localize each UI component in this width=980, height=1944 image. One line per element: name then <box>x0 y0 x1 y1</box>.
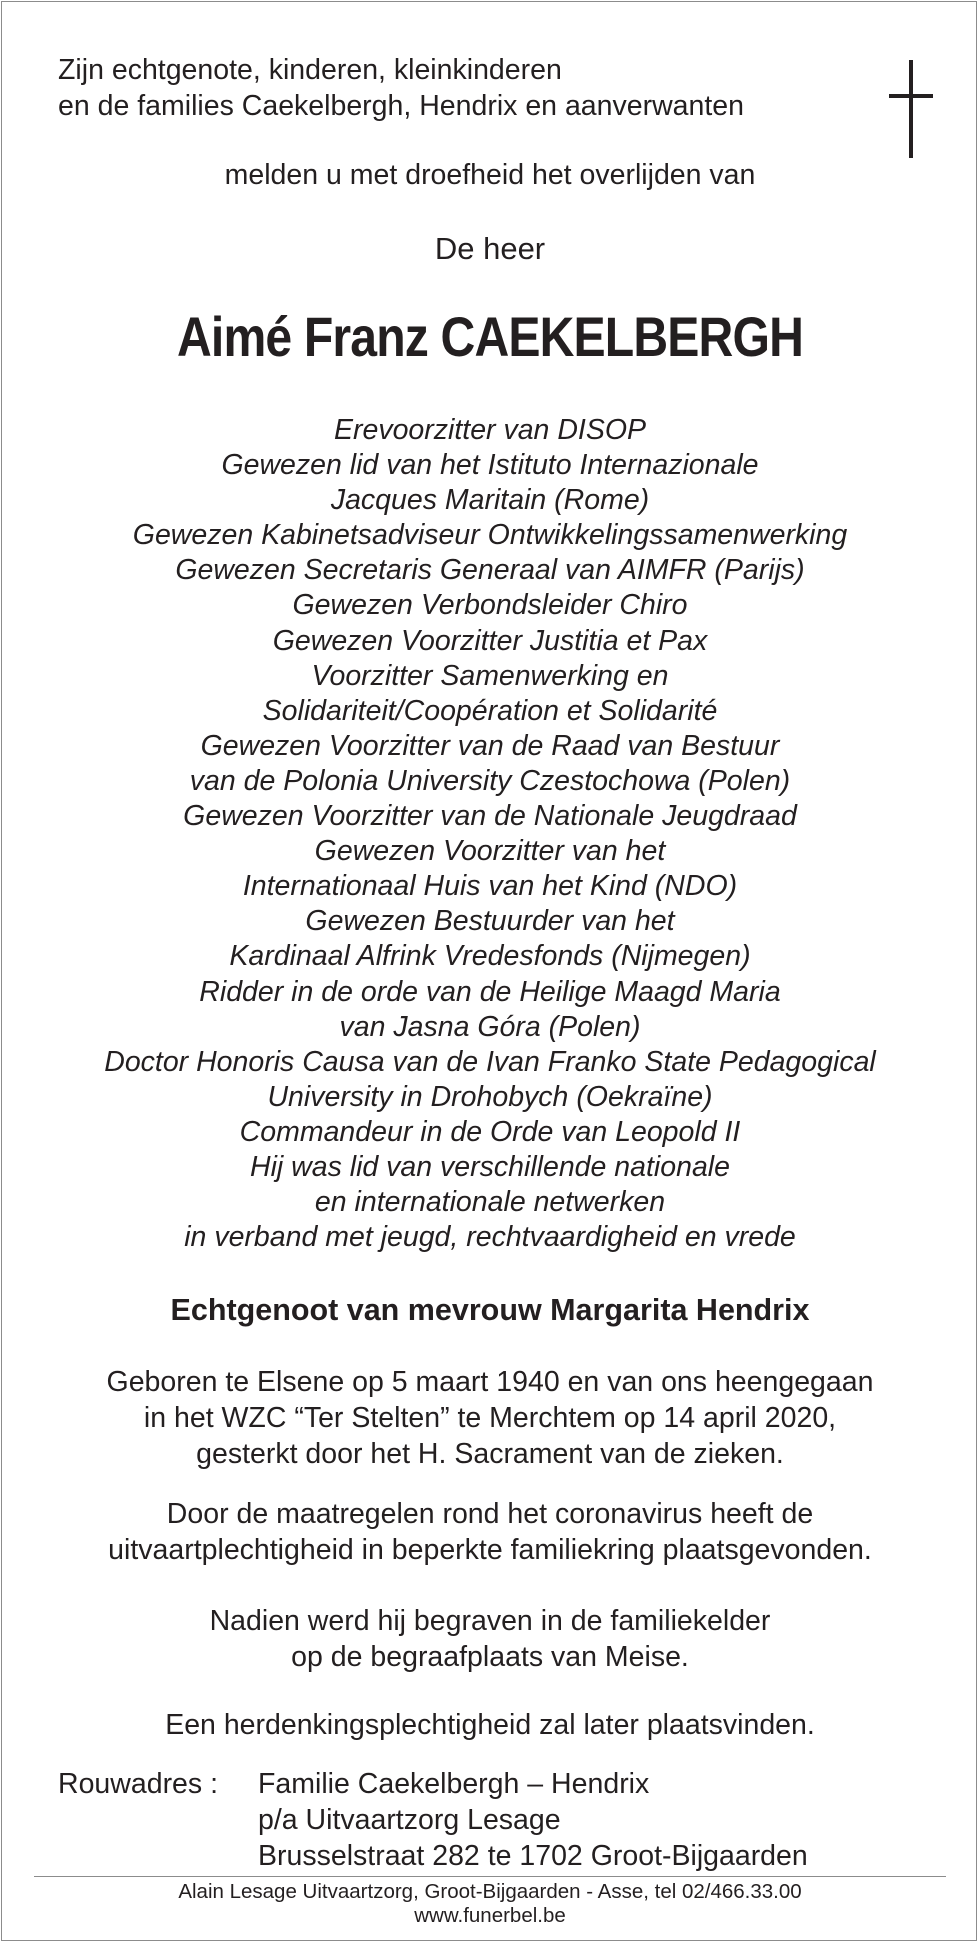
title-line: Ridder in de orde van de Heilige Maagd Maria <box>199 975 781 1008</box>
paragraph-line: gesterkt door het H. Sacrament van de zieken. <box>196 1438 784 1470</box>
title-line: Gewezen Verbondsleider Chiro <box>292 589 688 622</box>
remembrance-line: Een herdenkingsplechtigheid zal later plaatsvinden. <box>165 1709 815 1741</box>
title-line: van de Polonia University Czestochowa (Polen) <box>189 764 791 797</box>
title-line: Jacques Maritain (Rome) <box>330 484 650 517</box>
intro-line: Zijn echtgenote, kinderen, kleinkinderen <box>58 54 562 86</box>
title-line: Hij was lid van verschillende nationale <box>249 1150 730 1183</box>
title-line: Gewezen Voorzitter van de Raad van Bestuur <box>200 729 780 762</box>
footer-divider <box>34 1876 946 1877</box>
titles-list <box>0 413 980 1255</box>
title-line: University in Drohobych (Oekraïne) <box>267 1080 713 1113</box>
title-line: van Jasna Góra (Polen) <box>339 1010 641 1043</box>
address-lines <box>258 1766 808 1874</box>
title-line: en internationale netwerken <box>314 1186 666 1219</box>
announcement-text: melden u met droefheid het overlijden van <box>224 159 756 191</box>
title-line: Solidariteit/Coopération et Solidarité <box>262 694 718 727</box>
address-line: p/a Uitvaartzorg Lesage <box>258 1804 561 1836</box>
address-line: Brusselstraat 282 te 1702 Groot-Bijgaarden <box>258 1840 808 1872</box>
title-line: Voorzitter Samenwerking en <box>311 659 669 692</box>
title-line: Gewezen Kabinetsadviseur Ontwikkelingssamenwerking <box>132 519 848 552</box>
cross-icon <box>865 60 961 170</box>
title-line: Gewezen Secretaris Generaal van AIMFR (Parijs) <box>175 554 805 587</box>
title-line: Gewezen Voorzitter van de Nationale Jeugdraad <box>183 800 797 833</box>
deceased-name: Aimé Franz CAEKELBERGH <box>177 305 803 368</box>
footer <box>0 1880 980 1928</box>
title-line: Internationaal Huis van het Kind (NDO) <box>242 870 738 903</box>
burial-paragraph <box>0 1603 980 1675</box>
title-line: Gewezen Bestuurder van het <box>305 905 675 938</box>
paragraph-line: op de begraafplaats van Meise. <box>291 1641 689 1673</box>
paragraph-line: Nadien werd hij begraven in de familiekelder <box>209 1605 771 1637</box>
salutation: De heer <box>434 231 546 266</box>
spouse-line: Echtgenoot van mevrouw Margarita Hendrix <box>170 1293 810 1327</box>
cross-vertical-bar <box>909 60 913 158</box>
title-line: Gewezen Voorzitter Justitia et Pax <box>272 624 708 657</box>
covid-notice-paragraph <box>0 1496 980 1568</box>
birth-death-paragraph <box>0 1364 980 1472</box>
family-intro <box>58 52 744 124</box>
cross-horizontal-bar <box>889 94 933 98</box>
address-line: Familie Caekelbergh – Hendrix <box>258 1768 650 1800</box>
title-line: Erevoorzitter van DISOP <box>333 414 647 446</box>
title-line: Gewezen lid van het Istituto Internazionale <box>221 449 759 482</box>
title-line: Doctor Honoris Causa van de Ivan Franko State Pedagogical <box>104 1045 876 1078</box>
paragraph-line: in het WZC “Ter Stelten” te Merchtem op 14 april 2020, <box>143 1402 837 1434</box>
address-label: Rouwadres : <box>58 1768 218 1800</box>
paragraph-line: uitvaartplechtigheid in beperkte familiekring plaatsgevonden. <box>108 1534 872 1566</box>
intro-line: en de families Caekelbergh, Hendrix en aanverwanten <box>58 90 744 122</box>
title-line: Kardinaal Alfrink Vredesfonds (Nijmegen) <box>229 940 751 973</box>
paragraph-line: Door de maatregelen rond het coronavirus heeft de <box>166 1498 814 1530</box>
funeral-home-line: Alain Lesage Uitvaartzorg, Groot-Bijgaarden - Asse, tel 02/466.33.00 <box>178 1880 802 1903</box>
website-link[interactable]: www.funerbel.be <box>414 1904 566 1927</box>
title-line: Commandeur in de Orde van Leopold II <box>239 1115 741 1148</box>
paragraph-line: Geboren te Elsene op 5 maart 1940 en van ons heengegaan <box>106 1366 874 1398</box>
title-line: in verband met jeugd, rechtvaardigheid en vrede <box>184 1221 796 1254</box>
title-line: Gewezen Voorzitter van het <box>314 835 666 868</box>
